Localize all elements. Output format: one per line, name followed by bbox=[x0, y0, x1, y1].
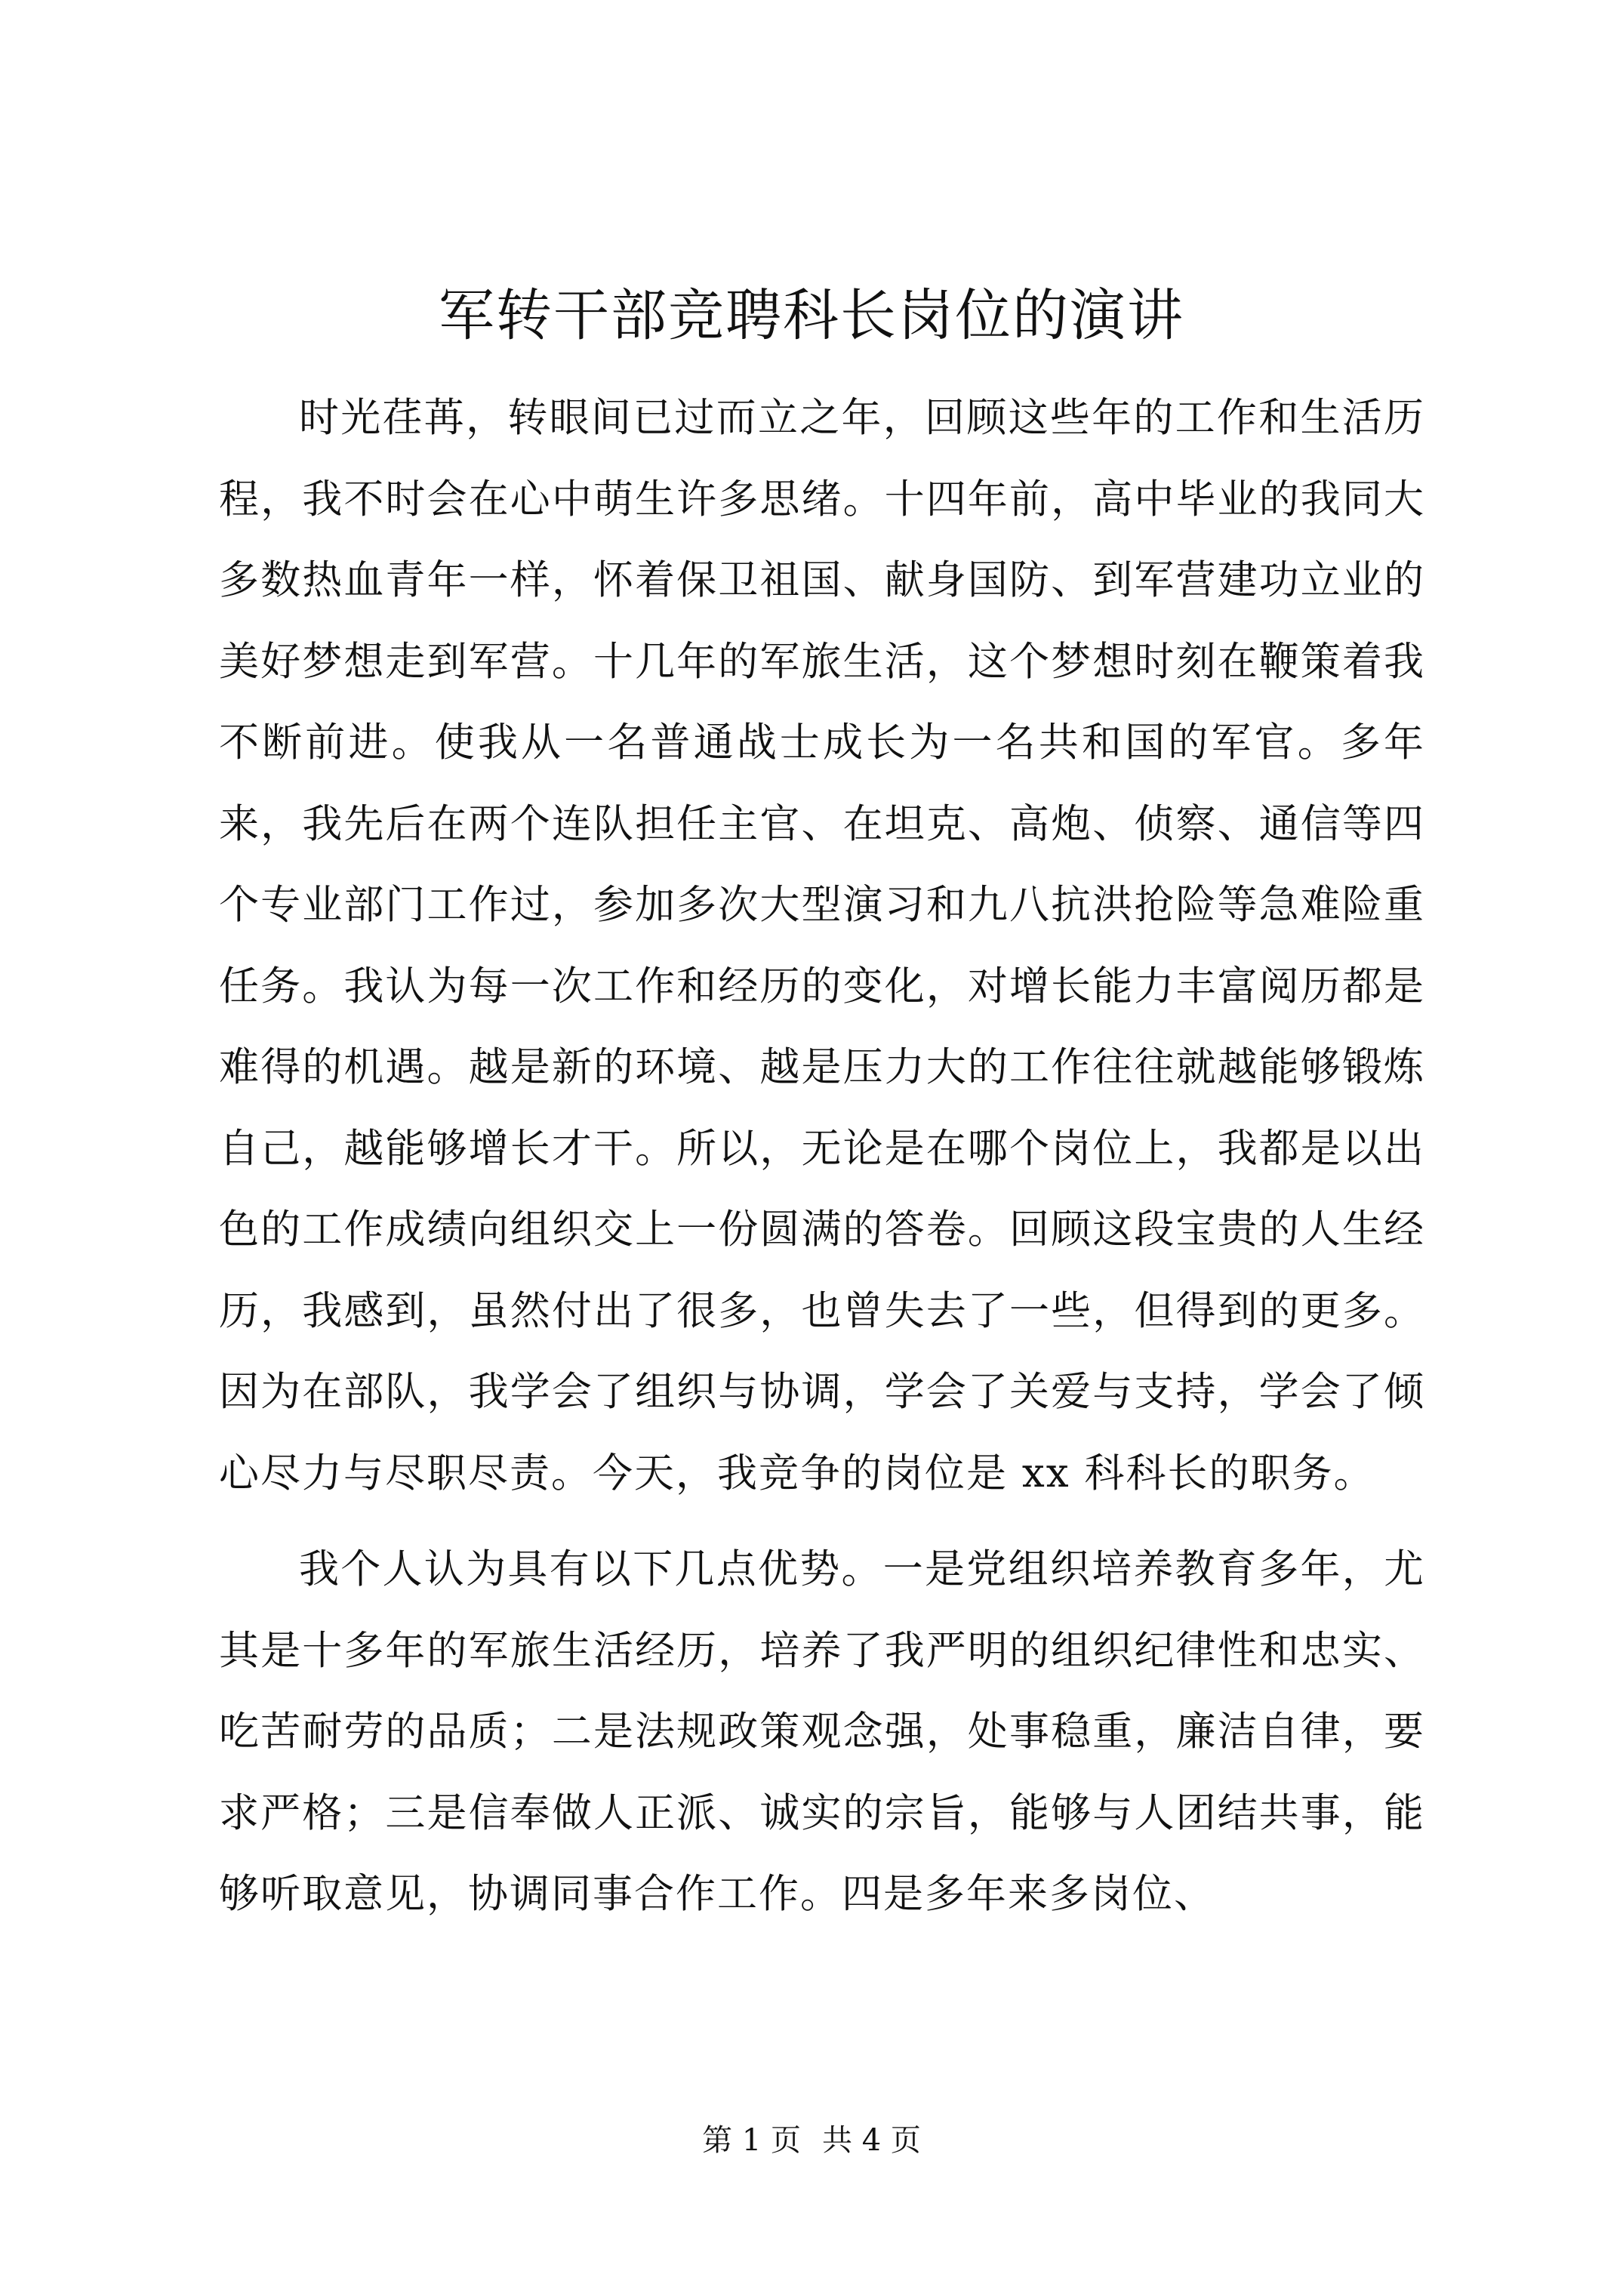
page-total: 共 4 页 bbox=[822, 2123, 921, 2158]
paragraph: 我个人认为具有以下几点优势。一是党组织培养教育多年，尤其是十多年的军旅生活经历，培养了我严明的组织纪律性和忠实、吃苦耐劳的品质；二是法规政策观念强，处事稳重，廉洁自律，要求严格；三是信奉做人正派、诚实的宗旨，能够与人团结共事，能够听取意见，协调同事合作工作。四是多年来多岗位、 bbox=[219, 1546, 1425, 1917]
paragraph: 时光荏苒，转眼间已过而立之年，回顾这些年的工作和生活历程，我不时会在心中萌生许多思绪。十四年前，高中毕业的我同大多数热血青年一样，怀着保卫祖国、献身国防、到军营建功立业的美好梦想走到军营。十几年的军旅生活，这个梦想时刻在鞭策着我不断前进。使我从一名普通战士成长为一名共和国的军官。多年来，我先后在两个连队担任主官、在坦克、高炮、侦察、通信等四个专业部门工作过，参加多次大型演习和九八抗洪抢险等急难险重任务。我认为每一次工作和经历的变化，对增长能力丰富阅历都是难得的机遇。越是新的环境、越是压力大的工作往往就越能够锻炼自己，越能够增长才干。所以，无论是在哪个岗位上，我都是以出色的工作成绩向组织交上一份圆满的答卷。回顾这段宝贵的人生经历，我感到，虽然付出了很多，也曾失去了一些，但得到的更多。因为在部队，我学会了组织与协调，学会了关爱与支持，学会了倾心尽力与尽职尽责。今天，我竞争的岗位是 xx 科科长的职务。 bbox=[219, 395, 1425, 1496]
page-number: 第 1 页 bbox=[702, 2123, 801, 2158]
page-footer bbox=[0, 2118, 1623, 2163]
document-body bbox=[219, 378, 1425, 1935]
document-title: 军转干部竞聘科长岗位的演讲 bbox=[439, 283, 1184, 348]
